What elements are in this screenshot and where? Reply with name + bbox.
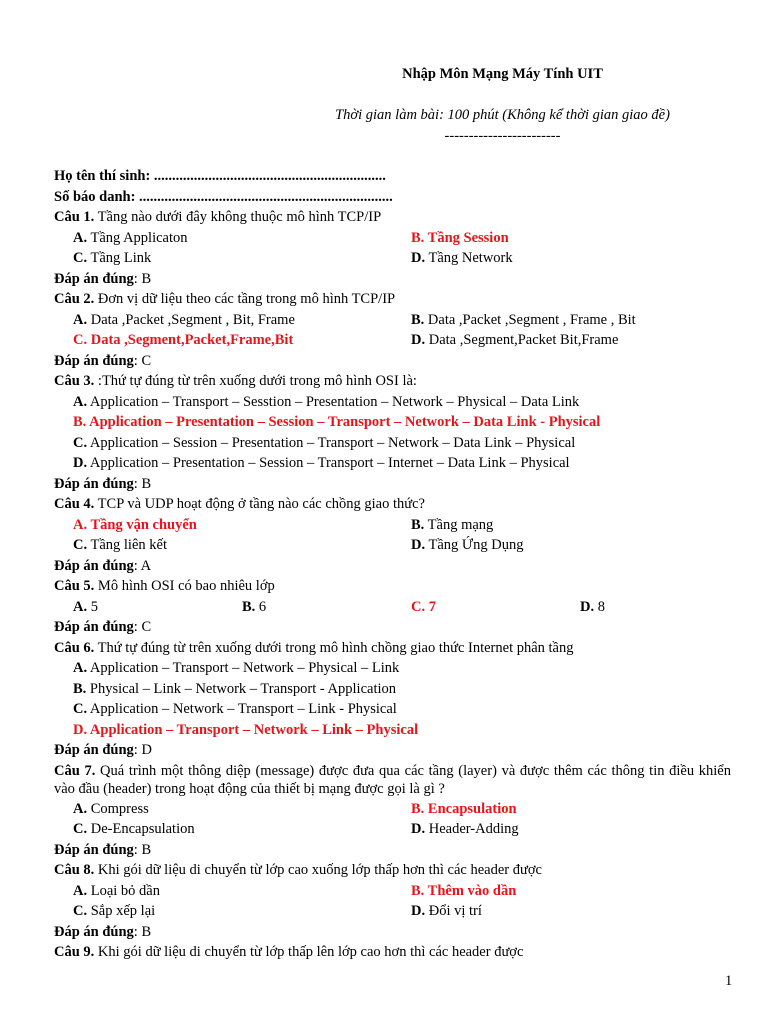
answer-line: Đáp án đúng: B bbox=[54, 841, 152, 858]
student-name-dots: ................................................................ bbox=[150, 168, 386, 184]
option-d-correct: D. Application – Transport – Network – Link – Physical bbox=[73, 721, 419, 738]
option-a-correct: A. Tầng vận chuyển bbox=[73, 516, 197, 533]
options-row bbox=[54, 799, 731, 820]
question-6: Câu 6. Thứ tự đúng từ trên xuống dưới trong mô hình chồng giao thức Internet phân tầng bbox=[54, 639, 574, 656]
page-number: 1 bbox=[725, 973, 733, 989]
answer-line bbox=[54, 269, 731, 290]
answer-line: Đáp án đúng: D bbox=[54, 742, 152, 758]
option-d: D. Đổi vị trí bbox=[411, 903, 482, 919]
option-b: B. Tầng mạng bbox=[411, 516, 494, 533]
option-a: A. Tầng Applicaton bbox=[73, 229, 188, 246]
question-5: Câu 5. Mô hình OSI có bao nhiêu lớp bbox=[54, 578, 275, 594]
answer-line: Đáp án đúng: B bbox=[54, 475, 152, 492]
answer-line: Đáp án đúng: C bbox=[54, 619, 152, 635]
exam-content bbox=[54, 166, 731, 963]
option-b-correct: B. Application – Presentation – Session – Transport – Network – Data Link - Physical bbox=[73, 414, 601, 430]
question-4: Câu 4. TCP và UDP hoạt động ở tầng nào các chồng giao thức? bbox=[54, 496, 425, 512]
options-row bbox=[54, 228, 731, 249]
option-b-correct: B. Tầng Session bbox=[411, 229, 509, 246]
option-c: C. Tầng Link bbox=[73, 250, 152, 266]
options-row bbox=[54, 819, 731, 840]
option-b: B. Physical – Link – Network – Transport - Application bbox=[73, 680, 397, 697]
option-c-correct: C. 7 bbox=[411, 598, 436, 615]
answer-label: Đáp án đúng bbox=[54, 270, 134, 287]
option-d: D. Data ,Segment,Packet Bit,Frame bbox=[411, 332, 619, 348]
options-row bbox=[54, 515, 731, 536]
question-number: Câu 1. bbox=[54, 209, 95, 225]
student-id-dots: ...................................................................... bbox=[135, 188, 393, 205]
options-row bbox=[54, 597, 731, 618]
student-name-label: Họ tên thí sinh: bbox=[54, 168, 151, 184]
answer-line: Đáp án đúng: A bbox=[54, 557, 152, 574]
option-b: B. Data ,Packet ,Segment , Frame , Bit bbox=[411, 311, 636, 328]
option-b: B. 6 bbox=[242, 598, 267, 615]
answer-line: Đáp án đúng: C bbox=[54, 352, 152, 369]
option-c: C. Application – Network – Transport – Link - Physical bbox=[73, 701, 397, 717]
answer-value: : B bbox=[133, 270, 152, 287]
student-name-line bbox=[54, 166, 731, 187]
option-b-correct: B. Thêm vào dần bbox=[411, 882, 517, 899]
student-id-line bbox=[54, 187, 731, 208]
option-d: D. Tầng Network bbox=[411, 250, 513, 266]
option-c: C. Sắp xếp lại bbox=[73, 903, 156, 919]
option-d: D. Tầng Ứng Dụng bbox=[411, 537, 524, 553]
page-title: Nhập Môn Mạng Máy Tính UIT bbox=[402, 66, 603, 82]
option-a: A. Loại bỏ dần bbox=[73, 882, 160, 899]
title-divider: ------------------------ bbox=[444, 128, 561, 144]
option-b-correct: B. Encapsulation bbox=[411, 800, 517, 817]
option-d: D. Application – Presentation – Session – Transport – Internet – Data Link – Physical bbox=[73, 455, 570, 471]
options-row bbox=[54, 901, 731, 922]
answer-line: Đáp án đúng: B bbox=[54, 923, 152, 940]
option-a: A. Data ,Packet ,Segment , Bit, Frame bbox=[73, 311, 295, 328]
option-a: A. Application – Transport – Network – Physical – Link bbox=[73, 660, 400, 676]
question-7: Câu 7. Quá trình một thông diệp (message) được đưa qua các tầng (layer) và được thêm các thông tin điều khiển vào đầu (header) trong hoạt động của thiết bị mạng được gọi là gì ? bbox=[54, 762, 731, 797]
option-d: D. 8 bbox=[580, 598, 605, 615]
option-c: C. De-Encapsulation bbox=[73, 821, 195, 837]
question-text: Đơn vị dữ liệu theo các tầng trong mô hình TCP/IP bbox=[94, 291, 396, 307]
question-text: Tầng nào dưới đây không thuộc mô hình TCP/IP bbox=[94, 209, 382, 225]
question-3: Câu 3. :Thứ tự đúng từ trên xuống dưới trong mô hình OSI là: bbox=[54, 373, 417, 389]
options-row bbox=[54, 535, 731, 556]
question-2 bbox=[54, 289, 731, 310]
exam-duration: Thời gian làm bài: 100 phút (Không kể thời gian giao đề) bbox=[335, 107, 670, 123]
option-a: A. Application – Transport – Sesstion – Presentation – Network – Physical – Data Link bbox=[73, 393, 580, 410]
options-row bbox=[54, 310, 731, 331]
options-row bbox=[54, 330, 731, 351]
option-c: C. Tầng liên kết bbox=[73, 537, 167, 553]
option-d: D. Header-Adding bbox=[411, 821, 519, 837]
option-a: A. 5 bbox=[73, 598, 98, 615]
option-a: A. Compress bbox=[73, 800, 149, 817]
options-row bbox=[54, 881, 731, 902]
question-9: Câu 9. Khi gói dữ liệu di chuyển từ lớp thấp lên lớp cao hơn thì các header được bbox=[54, 944, 524, 960]
option-c-correct: C. Data ,Segment,Packet,Frame,Bit bbox=[73, 332, 294, 348]
student-id-label: Số báo danh: bbox=[54, 188, 136, 205]
question-number: Câu 2. bbox=[54, 291, 95, 307]
question-8: Câu 8. Khi gói dữ liệu di chuyển từ lớp cao xuống lớp thấp hơn thì các header được bbox=[54, 862, 542, 878]
option-c: C. Application – Session – Presentation – Transport – Network – Data Link – Physical bbox=[73, 434, 576, 451]
question-1 bbox=[54, 207, 731, 228]
options-row bbox=[54, 248, 731, 269]
